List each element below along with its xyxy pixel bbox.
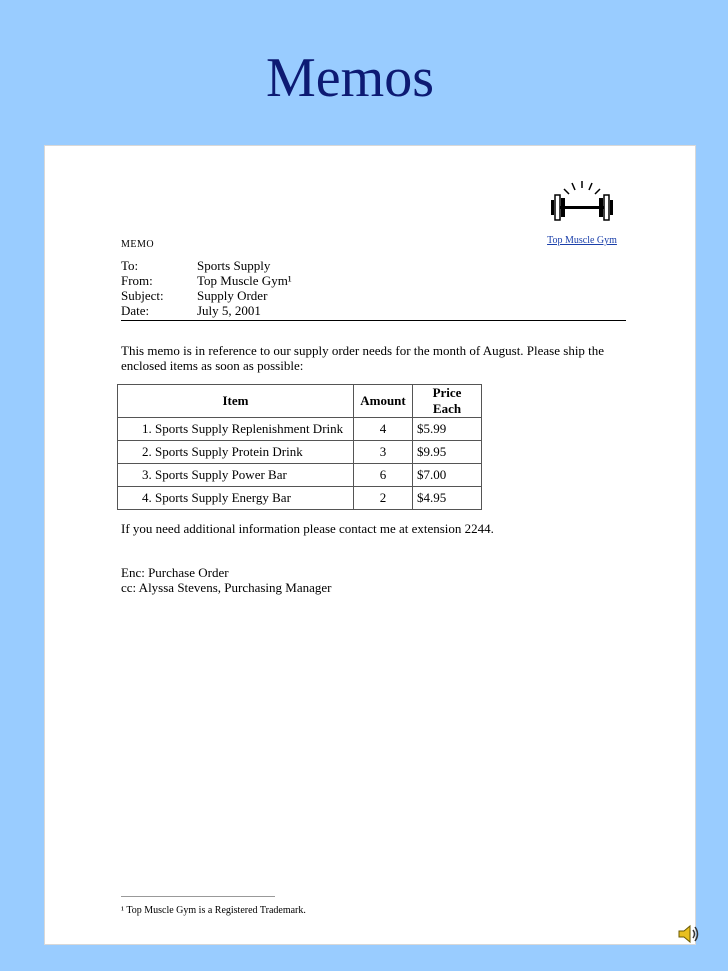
- table-header-row: [118, 385, 482, 418]
- table-row: [118, 418, 482, 441]
- memo-intro: This memo is in reference to our supply order needs for the month of August. Please ship the enclosed items as soon as possible:: [121, 343, 605, 373]
- column-header-price: Price Each: [413, 385, 482, 418]
- enclosure-line: Enc: Purchase Order: [121, 565, 229, 580]
- item-cell: 3. Sports Supply Power Bar: [118, 464, 354, 487]
- gym-logo: [537, 180, 627, 245]
- footnote: ¹ Top Muscle Gym is a Registered Trademark.: [121, 905, 306, 916]
- date-field: [121, 303, 626, 318]
- enclosure-block: [121, 565, 626, 595]
- table-row: [118, 487, 482, 510]
- item-cell: 4. Sports Supply Energy Bar: [118, 487, 354, 510]
- amount-cell: 4: [354, 418, 413, 441]
- column-header-amount: Amount: [354, 385, 413, 418]
- table-row: [118, 441, 482, 464]
- amount-cell: 6: [354, 464, 413, 487]
- field-label: From:: [121, 273, 153, 288]
- speaker-icon[interactable]: [676, 921, 702, 947]
- price-cell: $9.95: [413, 441, 482, 464]
- footnote-divider: [121, 896, 275, 897]
- table-row: [118, 464, 482, 487]
- field-value: July 5, 2001: [197, 303, 261, 318]
- contact-line: If you need additional information please contact me at extension 2244.: [121, 521, 494, 536]
- subject-field: [121, 288, 626, 303]
- amount-cell: 2: [354, 487, 413, 510]
- memo-label: MEMO: [121, 239, 155, 250]
- field-value: Top Muscle Gym¹: [197, 273, 292, 288]
- field-label: Subject:: [121, 288, 164, 303]
- amount-cell: 3: [354, 441, 413, 464]
- supply-table: [117, 384, 482, 510]
- field-label: Date:: [121, 303, 150, 318]
- logo-caption[interactable]: Top Muscle Gym: [547, 235, 617, 246]
- field-label: To:: [121, 258, 139, 273]
- from-field: [121, 273, 626, 288]
- slide-title: Memos: [266, 47, 434, 109]
- price-cell: $7.00: [413, 464, 482, 487]
- dumbbell-icon: [547, 180, 617, 230]
- item-cell: 2. Sports Supply Protein Drink: [118, 441, 354, 464]
- field-value: Supply Order: [197, 288, 268, 303]
- column-header-item: Item: [118, 385, 354, 418]
- price-cell: $5.99: [413, 418, 482, 441]
- field-value: Sports Supply: [197, 258, 271, 273]
- price-cell: $4.95: [413, 487, 482, 510]
- memo-header-fields: [121, 258, 626, 321]
- cc-line: cc: Alyssa Stevens, Purchasing Manager: [121, 580, 332, 595]
- item-cell: 1. Sports Supply Replenishment Drink: [118, 418, 354, 441]
- memo-document: [44, 145, 696, 945]
- to-field: [121, 258, 626, 273]
